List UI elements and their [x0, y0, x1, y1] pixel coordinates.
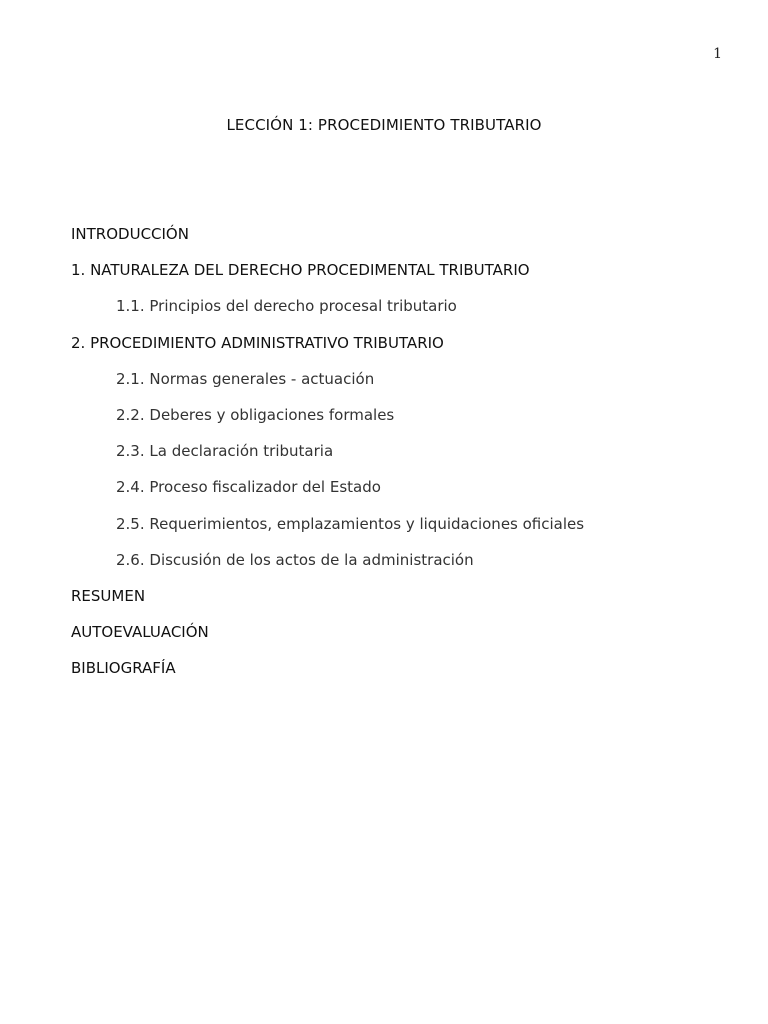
toc-item-section-2-5: 2.5. Requerimientos, emplazamientos y liquidaciones oficiales — [116, 514, 585, 533]
toc-item-bibliografia: BIBLIOGRAFÍA — [71, 659, 176, 678]
page-number: 1 — [713, 46, 722, 62]
toc-item-introduccion: INTRODUCCIÓN — [71, 225, 189, 243]
toc-item-section-2-4: 2.4. Proceso fiscalizador del Estado — [116, 478, 381, 497]
toc-item-section-2-2: 2.2. Deberes y obligaciones formales — [116, 405, 395, 424]
toc-item-section-2: 2. PROCEDIMIENTO ADMINISTRATIVO TRIBUTARIO — [71, 333, 444, 352]
toc-item-section-2-1: 2.1. Normas generales - actuación — [116, 369, 375, 388]
toc-item-section-2-3: 2.3. La declaración tributaria — [116, 442, 334, 461]
toc-item-section-1: 1. NATURALEZA DEL DERECHO PROCEDIMENTAL TRIBUTARIO — [71, 261, 530, 280]
document-title: LECCIÓN 1: PROCEDIMIENTO TRIBUTARIO — [226, 116, 542, 134]
toc-item-section-1-1: 1.1. Principios del derecho procesal tributario — [116, 297, 457, 316]
toc-item-autoevaluacion: AUTOEVALUACIÓN — [71, 623, 209, 642]
toc-item-resumen: RESUMEN — [71, 586, 146, 605]
table-of-contents — [71, 224, 731, 694]
toc-item-section-2-6: 2.6. Discusión de los actos de la administración — [116, 550, 474, 569]
